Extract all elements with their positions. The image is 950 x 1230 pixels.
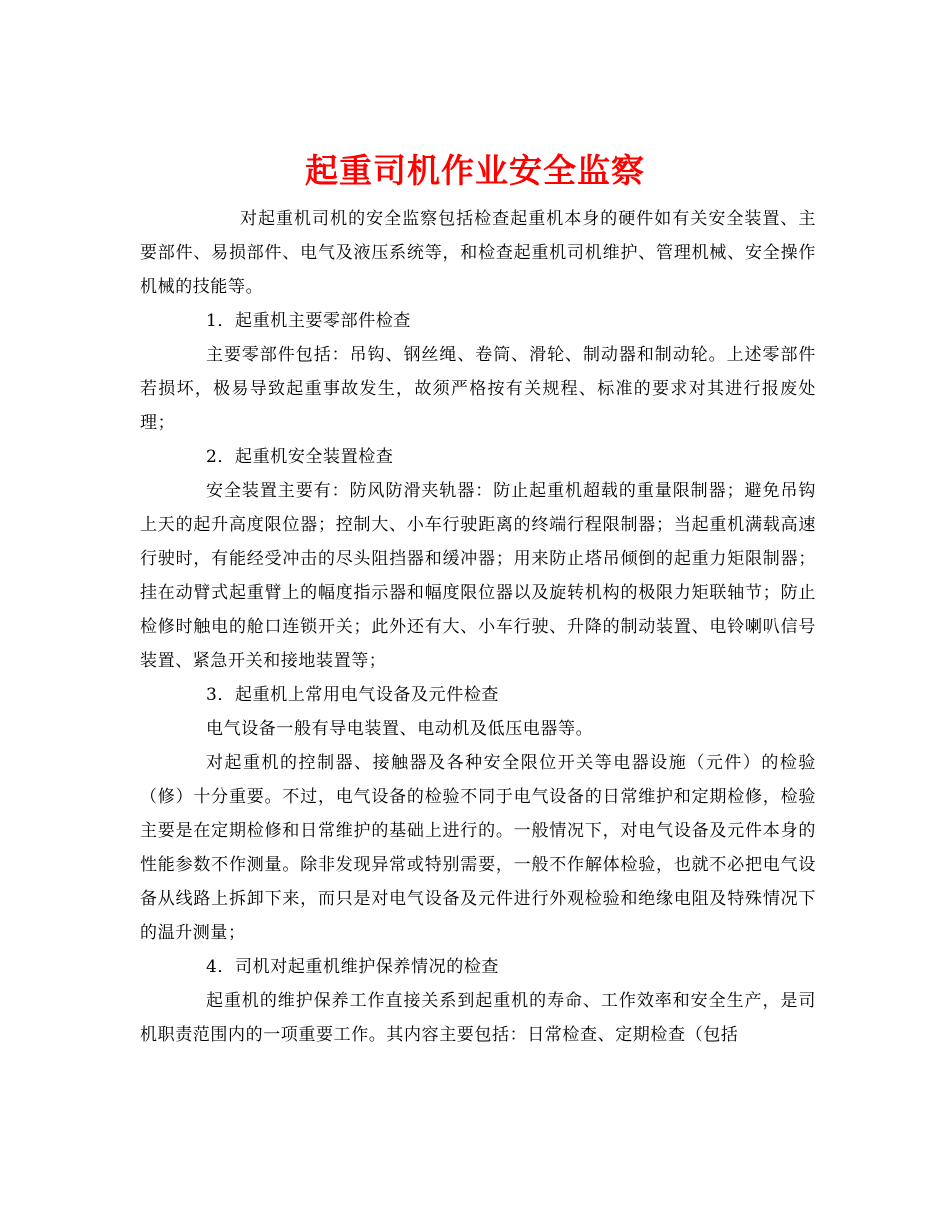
section-paragraph: 安全装置主要有：防风防滑夹轨器：防止起重机超载的重量限制器；避免吊钩上天的起升高度限位器；控制大、小车行驶距离的终端行程限制器；当起重机满载高速行驶时，有能经受冲击的尽头阻挡器和缓冲器；用来防止塔吊倾倒的起重力矩限制器；挂在动臂式起重臂上的幅度指示器和幅度限位器以及旋转机构的极限力矩联轴节；防止检修时触电的舱口连锁开关；此外还有大、小车行驶、升降的制动装置、电铃喇叭信号装置、紧急开关和接地装置等； — [140, 481, 816, 671]
document-title: 起重司机作业安全监察 — [305, 151, 645, 191]
section-paragraph: 主要零部件包括：吊钩、钢丝绳、卷筒、滑轮、制动器和制动轮。上述零部件若损坏，极易导致起重事故发生，故须严格按有关规程、标准的要求对其进行报废处理； — [140, 345, 816, 433]
intro-paragraph: 对起重机司机的安全监察包括检查起重机本身的硬件如有关安全装置、主要部件、易损部件、电气及液压系统等，和检查起重机司机维护、管理机械、安全操作机械的技能等。 — [140, 209, 816, 297]
section-heading-3: 3．起重机上常用电气设备及元件检查 — [206, 685, 500, 705]
section-heading-4: 4．司机对起重机维护保养情况的检查 — [206, 957, 500, 977]
section-paragraph: 起重机的维护保养工作直接关系到起重机的寿命、工作效率和安全生产，是司机职责范围内的一项重要工作。其内容主要包括：日常检查、定期检查（包括 — [140, 991, 816, 1045]
section-heading-1: 1．起重机主要零部件检查 — [206, 311, 412, 331]
section-heading-2: 2．起重机安全装置检查 — [206, 447, 394, 467]
section-paragraph: 电气设备一般有导电装置、电动机及低压电器等。 — [206, 719, 594, 739]
document-body — [140, 202, 816, 1052]
section-paragraph: 对起重机的控制器、接触器及各种安全限位开关等电器设施（元件）的检验（修）十分重要。不过，电气设备的检验不同于电气设备的日常维护和定期检修，检验主要是在定期检修和日常维护的基础上进行的。一般情况下，对电气设备及元件本身的性能参数不作测量。除非发现异常或特别需要，一般不作解体检验，也就不必把电气设备从线路上拆卸下来，而只是对电气设备及元件进行外观检验和绝缘电阻及特殊情况下的温升测量； — [140, 753, 816, 943]
